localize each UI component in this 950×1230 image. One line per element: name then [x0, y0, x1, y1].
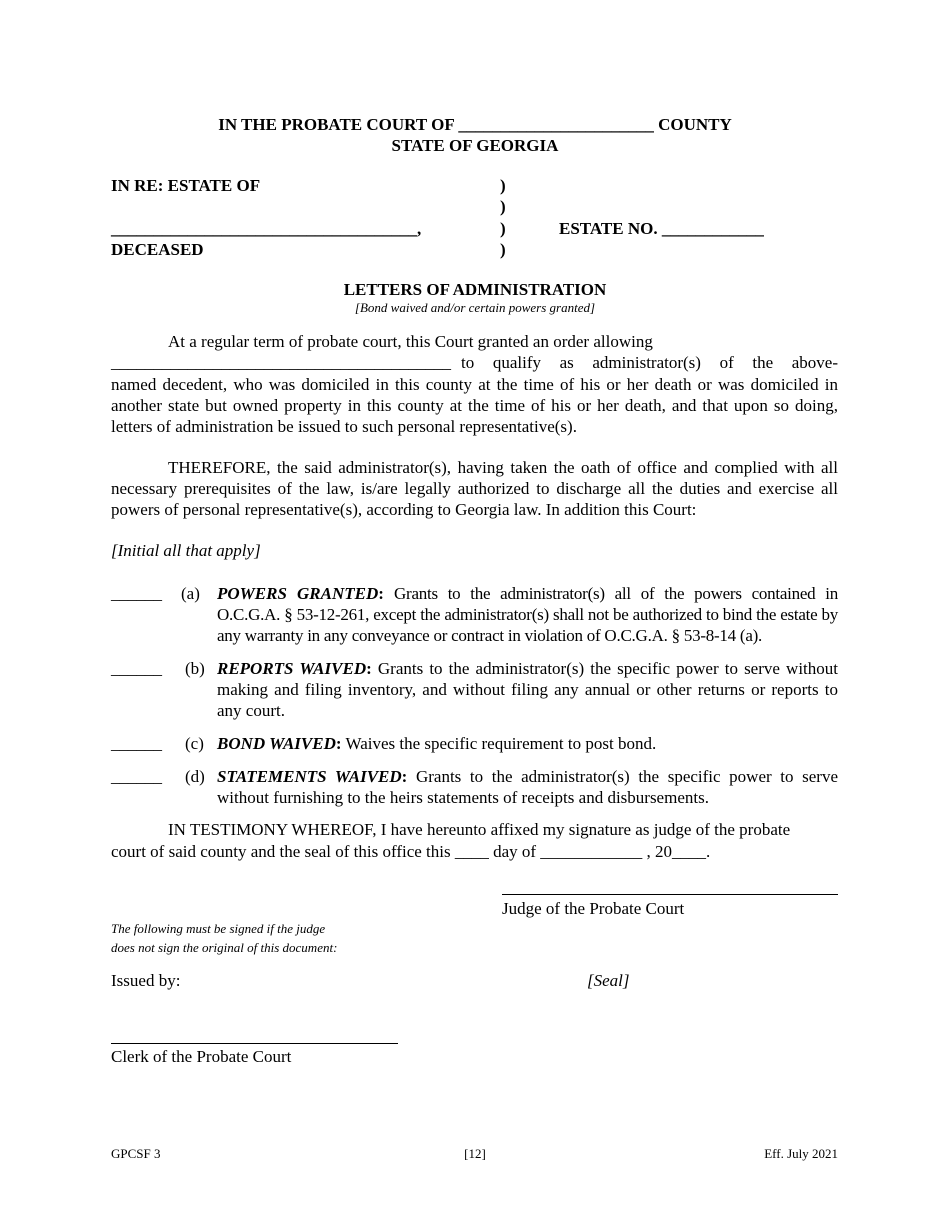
option-body: Grants to the administrator(s) the specific power to serve without making and filing inventory, and without filing any annual or other returns or reports to any court. — [217, 659, 838, 720]
initial-blank: ______ — [111, 767, 162, 786]
form-id: GPCSF 3 — [111, 1146, 161, 1161]
option-colon: : — [401, 767, 408, 786]
document-subtitle: [Bond waived and/or certain powers granted] — [354, 300, 596, 315]
page-number: [12] — [464, 1146, 486, 1161]
option-colon: : — [335, 734, 342, 753]
option-body: Waives the specific requirement to post bond. — [345, 734, 657, 753]
administrator-name-blank: ________________________________________ — [111, 353, 451, 372]
court-line-suffix: COUNTY — [658, 115, 732, 134]
state-line: STATE OF GEORGIA — [391, 136, 559, 155]
option-heading: STATEMENTS WAIVED — [217, 767, 402, 786]
option-text — [217, 766, 838, 808]
decedent-name-blank: ____________________________________, — [111, 219, 422, 238]
option-colon: : — [366, 659, 372, 678]
option-letter: (a) — [181, 584, 200, 603]
court-heading — [110, 114, 840, 135]
option-letter: (b) — [185, 659, 205, 678]
judge-label: Judge of the Probate Court — [502, 899, 685, 918]
estate-no-blank: ____________ — [661, 219, 764, 238]
initial-blank: ______ — [111, 584, 162, 603]
option-text — [217, 733, 838, 754]
signing-note-line2: does not sign the original of this document: — [111, 940, 338, 955]
clerk-label: Clerk of the Probate Court — [111, 1047, 292, 1066]
initial-blank: ______ — [111, 659, 162, 678]
signing-note-line1: The following must be signed if the judge — [111, 921, 326, 936]
estate-number — [559, 218, 764, 239]
clerk-signature-line[interactable] — [111, 1043, 398, 1044]
caption-paren: ) — [500, 176, 506, 195]
option-body: Grants to the administrator(s) all of the powers contained in O.C.G.A. § 53-12-261, except the administrator(s) shall not be authorized to bind the estate by any warranty in any conveyance or contract in violation of O.C.G.A. § 53-8-14 (a). — [217, 584, 838, 645]
seal-label: [Seal] — [587, 971, 630, 990]
option-letter: (d) — [185, 767, 205, 786]
option-body: Grants to the administrator(s) the specific power to serve without furnishing to the heirs statements of receipts and disbursements. — [217, 767, 838, 807]
option-heading: REPORTS WAIVED — [217, 659, 367, 678]
court-line-prefix: IN THE PROBATE COURT OF — [218, 115, 455, 134]
initial-blank: ______ — [111, 734, 162, 753]
paragraph-therefore: THEREFORE, the said administrator(s), having taken the oath of office and complied with all necessary prerequisites of the law, is/are legally authorized to discharge all the duties and exercise all powers of personal representative(s), according to Georgia law. In addition this Court: — [111, 458, 838, 519]
option-letter: (c) — [185, 734, 204, 753]
county-blank: _______________________ — [458, 115, 654, 134]
option-text — [217, 658, 838, 721]
paragraph-order-rest: named decedent, who was domiciled in this county at the time of his or her death or was domiciled in another state but owned property in this county at the time of his or her death, and that upon so doing, letters of administration be issued to such personal representative(s). — [111, 375, 838, 436]
document-title: LETTERS OF ADMINISTRATION — [343, 280, 607, 299]
issued-by-label: Issued by: — [111, 971, 181, 990]
caption-paren: ) — [500, 240, 506, 259]
effective-date: Eff. July 2021 — [764, 1146, 838, 1161]
signing-note — [111, 919, 337, 957]
option-text — [217, 583, 838, 646]
estate-no-label: ESTATE NO. — [559, 219, 658, 238]
initial-instruction: [Initial all that apply] — [111, 541, 261, 560]
caption-paren: ) — [500, 219, 506, 238]
paragraph-order-line2-text: to qualify as administrator(s) of the above- — [461, 353, 838, 372]
judge-signature-line[interactable] — [502, 894, 838, 895]
paragraph-order-line1: At a regular term of probate court, this Court granted an order allowing — [168, 332, 653, 351]
in-re-label: IN RE: ESTATE OF — [111, 176, 261, 195]
deceased-label: DECEASED — [111, 240, 204, 259]
option-heading: POWERS GRANTED — [217, 584, 379, 603]
option-heading: BOND WAIVED — [217, 734, 336, 753]
option-colon: : — [378, 584, 384, 603]
caption-paren: ) — [500, 197, 506, 216]
testimony-line1: IN TESTIMONY WHEREOF, I have hereunto affixed my signature as judge of the probate — [168, 820, 791, 839]
paragraph-order-line2 — [111, 352, 838, 373]
testimony-line2: court of said county and the seal of this office this ____ day of ____________ , 20____. — [111, 842, 711, 861]
